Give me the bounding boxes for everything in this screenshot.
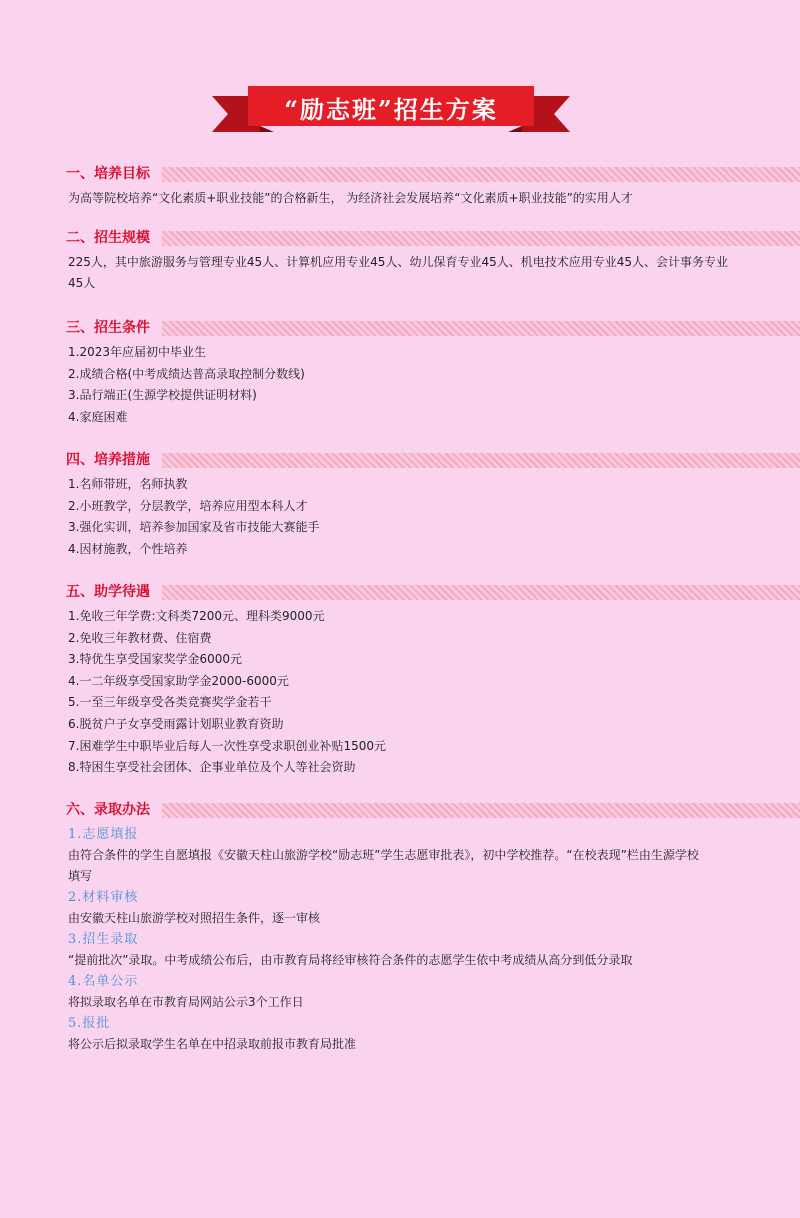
section-goal: [0, 164, 800, 209]
list-item: 3.品行端正(生源学校提供证明材料): [68, 388, 257, 403]
step-title: 1.志愿填报: [68, 827, 139, 842]
section-bar: [162, 585, 800, 600]
step-title: 5.报批: [68, 1016, 111, 1031]
section-title: 三、招生条件: [66, 320, 150, 336]
section-bar: [162, 167, 800, 182]
list-item: 4.因材施教，个性培养: [68, 541, 188, 556]
list-item: 2.免收三年教材费、住宿费: [68, 630, 212, 645]
section-paragraph: 225人，其中旅游服务与管理专业45人、计算机应用专业45人、幼儿保育专业45人、机电技术应用专业45人、会计事务专业45人: [68, 255, 728, 290]
list-item: 7.困难学生中职毕业后每人一次性享受求职创业补贴1500元: [68, 738, 386, 753]
list-item: 3.特优生享受国家奖学金6000元: [68, 652, 242, 667]
section-paragraph: 为高等院校培养“文化素质+职业技能”的合格新生， 为经济社会发展培养“文化素质+职业技能”的实用人才: [68, 191, 633, 205]
list-item: 4.家庭困难: [68, 409, 128, 424]
list-item: 1.免收三年学费:文科类7200元、理科类9000元: [68, 609, 325, 623]
section-title: 六、录取办法: [66, 802, 150, 818]
step-text: 由安徽天柱山旅游学校对照招生条件，逐一审核: [68, 911, 321, 925]
section-bar: [162, 803, 800, 818]
list-item: 6.脱贫户子女享受雨露计划职业教育资助: [68, 716, 284, 731]
step-title: 3.招生录取: [68, 932, 139, 947]
section-admission: [0, 800, 800, 1055]
list-item: 4.一二年级享受国家助学金2000-6000元: [68, 673, 289, 688]
page-title: “励志班”招生方案: [284, 95, 498, 124]
step-title: 4.名单公示: [68, 974, 139, 989]
section-scale: [0, 228, 800, 294]
title-banner: [212, 80, 570, 136]
list-item: 5.一至三年级享受各类竞赛奖学金若干: [68, 695, 272, 710]
section-benefits: [0, 582, 800, 779]
list-item: 8.特困生享受社会团体、企事业单位及个人等社会资助: [68, 760, 356, 775]
step-text: 将拟录取名单在市教育局网站公示3个工作日: [68, 995, 304, 1009]
list-item: 3.强化实训，培养参加国家及省市技能大赛能手: [68, 520, 320, 535]
section-measures: [0, 450, 800, 560]
section-title: 五、助学待遇: [66, 584, 150, 600]
list-item: 1.名师带班，名师执教: [68, 477, 188, 491]
step-title: 2.材料审核: [68, 890, 139, 905]
step-text: “提前批次”录取。中考成绩公布后，由市教育局将经审核符合条件的志愿学生依中考成绩从高分到低分录取: [68, 953, 633, 967]
step-text: 由符合条件的学生自愿填报《安徽天柱山旅游学校“励志班”学生志愿审批表》，初中学校推荐。“在校表现”栏由生源学校填写: [68, 848, 699, 883]
section-bar: [162, 231, 800, 246]
list-item: 2.小班教学，分层教学，培养应用型本科人才: [68, 498, 308, 513]
section-title: 二、招生规模: [66, 230, 150, 246]
list-item: 1.2023年应届初中毕业生: [68, 345, 206, 359]
step-text: 将公示后拟录取学生名单在中招录取前报市教育局批准: [68, 1037, 357, 1051]
section-title: 四、培养措施: [66, 452, 150, 468]
section-title: 一、培养目标: [66, 166, 150, 182]
list-item: 2.成绩合格(中考成绩达普高录取控制分数线): [68, 366, 305, 381]
section-bar: [162, 321, 800, 336]
section-bar: [162, 453, 800, 468]
section-conditions: [0, 318, 800, 428]
